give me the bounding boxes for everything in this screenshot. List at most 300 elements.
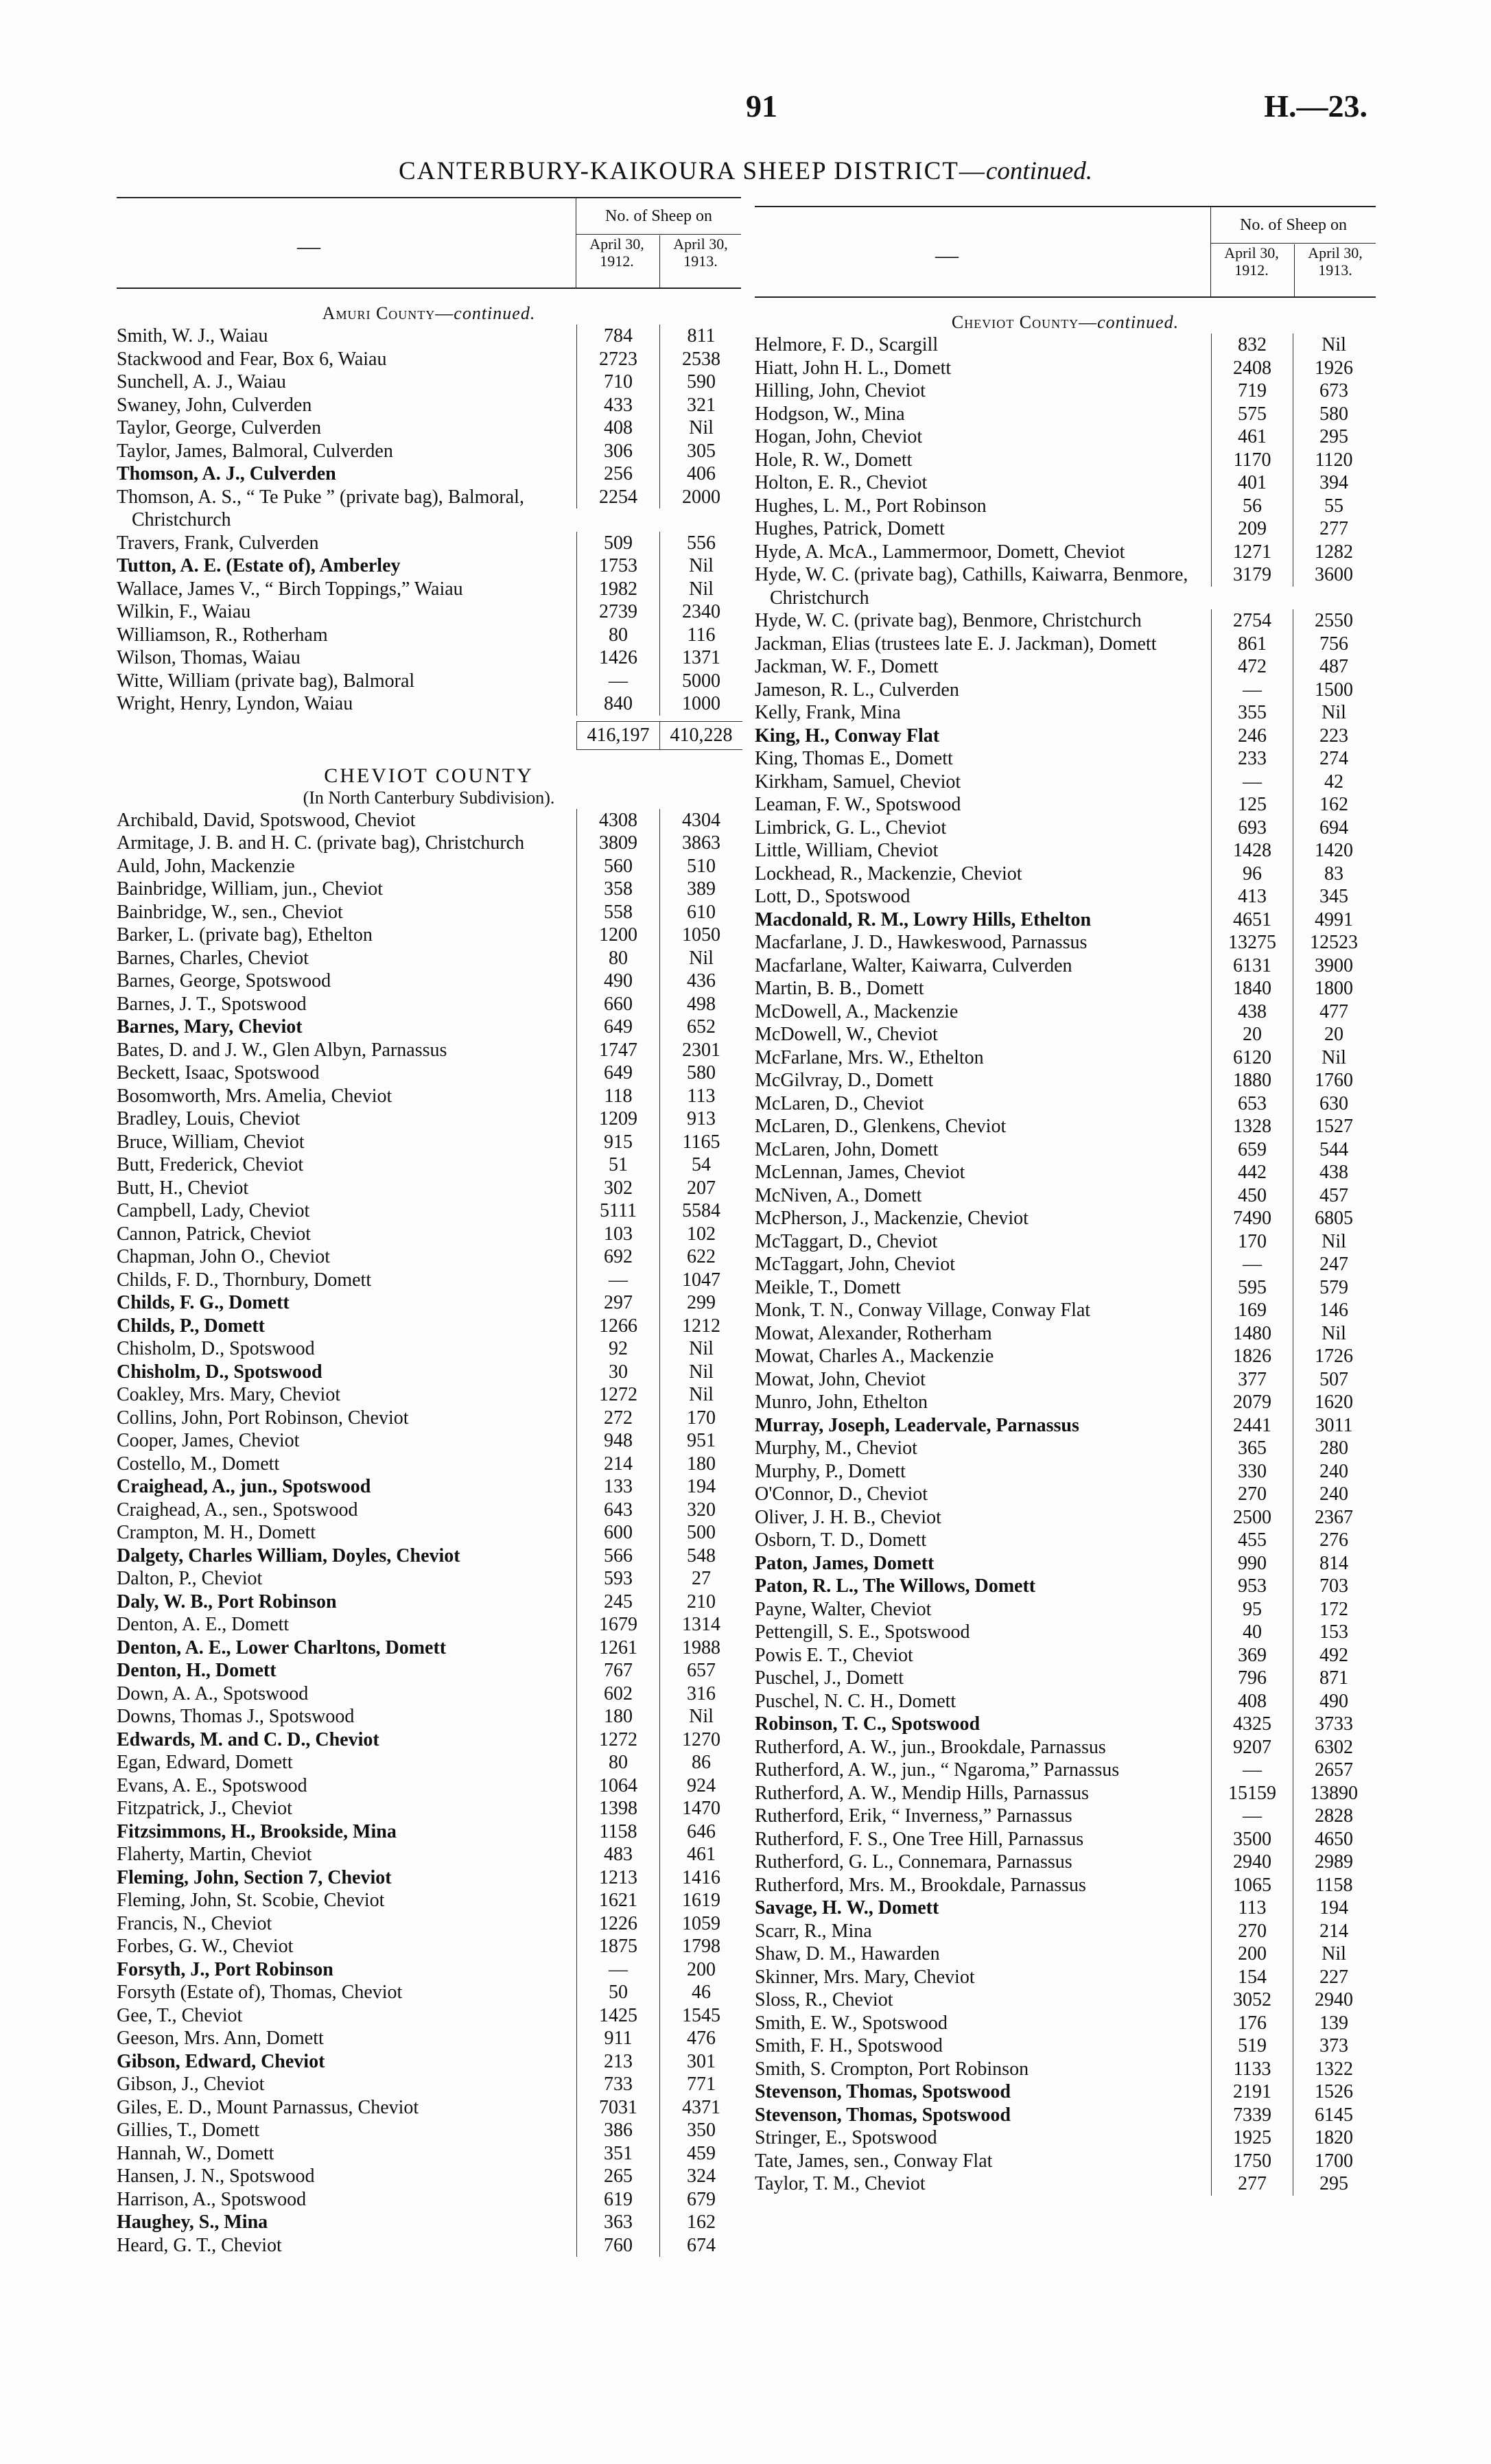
owner-name: Thomson, A. J., Culverden — [117, 463, 336, 484]
sheep-1912: 351 — [576, 2142, 659, 2166]
sheep-1912: 4325 — [1211, 1713, 1293, 1736]
owner-name: Egan, Edward, Domett — [117, 1752, 293, 1773]
table-row — [755, 471, 1376, 495]
owner-name: Bruce, William, Cheviot — [117, 1131, 305, 1153]
owner-name: Kirkham, Samuel, Cheviot — [755, 771, 961, 793]
sheep-1912: 369 — [1211, 1644, 1293, 1667]
table-row — [117, 394, 741, 417]
table-row — [117, 1085, 741, 1108]
owner-name: Williamson, R., Rotherham — [117, 624, 328, 646]
sheep-1913: 951 — [659, 1429, 742, 1453]
sheep-1913: 1420 — [1293, 839, 1374, 863]
sheep-1912: 169 — [1211, 1299, 1293, 1322]
sheep-1913: 1619 — [659, 1889, 742, 1912]
owner-name: Fitzpatrick, J., Cheviot — [117, 1798, 292, 1819]
sheep-1913: 5584 — [659, 1199, 742, 1223]
owner-name: Beckett, Isaac, Spotswood — [117, 1062, 320, 1083]
table-row — [755, 1437, 1376, 1460]
owner-name: Paton, James, Domett — [755, 1552, 935, 1574]
table-row — [117, 1797, 741, 1820]
sheep-1913: 1700 — [1293, 2150, 1374, 2173]
total-row — [117, 721, 741, 750]
sheep-1913: 674 — [659, 2234, 742, 2257]
owner-name: Macfarlane, J. D., Hawkeswood, Parnassus — [755, 932, 1088, 953]
owner-name: Bosomworth, Mrs. Amelia, Cheviot — [117, 1085, 392, 1107]
sheep-1912: 297 — [576, 1291, 659, 1315]
sheep-1912: 9207 — [1211, 1736, 1293, 1759]
owner-name: Gillies, T., Domett — [117, 2120, 260, 2141]
sheep-1912: 7339 — [1211, 2104, 1293, 2127]
owner-name: Hannah, W., Domett — [117, 2142, 274, 2164]
sheep-1913: 3863 — [659, 832, 742, 855]
owner-name: Down, A. A., Spotswood — [117, 1682, 309, 1704]
owner-name: Smith, E. W., Spotswood — [755, 2012, 948, 2034]
sheep-1912: 767 — [576, 1659, 659, 1682]
sheep-1912: 1753 — [576, 554, 659, 578]
sheep-1913: 1158 — [1293, 1874, 1374, 1897]
sheep-1913: 210 — [659, 1591, 742, 1614]
table-row — [755, 1253, 1376, 1276]
sheep-1912: 1426 — [576, 646, 659, 670]
table-header-group-title: No. of Sheep on — [576, 198, 741, 235]
table-row — [755, 1345, 1376, 1368]
sheep-1912: 377 — [1211, 1368, 1293, 1392]
sheep-1912: — — [576, 1958, 659, 1982]
table-row — [755, 1230, 1376, 1254]
sheep-1912: 51 — [576, 1153, 659, 1177]
sheep-1913: 1620 — [1293, 1391, 1374, 1414]
owner-name: Taylor, T. M., Cheviot — [755, 2173, 926, 2194]
table-row — [755, 1667, 1376, 1690]
sheep-1912: 2441 — [1211, 1414, 1293, 1438]
table-row — [117, 1107, 741, 1131]
owner-name: Smith, F. H., Spotswood — [755, 2035, 943, 2056]
sheep-1913: 3011 — [1293, 1414, 1374, 1438]
owner-name: Mowat, John, Cheviot — [755, 1368, 926, 1390]
sheep-1913: 350 — [659, 2119, 742, 2142]
sheep-1913: 172 — [1293, 1598, 1374, 1621]
sheep-1912: 472 — [1211, 655, 1293, 679]
owner-name: Gibson, J., Cheviot — [117, 2074, 265, 2095]
sheep-1912: 1272 — [576, 1383, 659, 1407]
sheep-1913: 153 — [1293, 1621, 1374, 1644]
sheep-1912: 176 — [1211, 2012, 1293, 2035]
sheep-1912: 575 — [1211, 403, 1293, 426]
table-row — [117, 1705, 741, 1728]
sheep-1913: 305 — [659, 440, 742, 463]
sheep-1913: 1050 — [659, 924, 742, 947]
table-row — [117, 970, 741, 993]
sheep-1912: 1213 — [576, 1866, 659, 1890]
table-row — [755, 563, 1376, 609]
sheep-1912: 558 — [576, 901, 659, 924]
right-column — [755, 206, 1376, 2196]
section-title-cheviot-continued: Cheviot County—continued. — [951, 312, 1179, 332]
section-title-cheviot-suffix: continued. — [1097, 312, 1179, 332]
left-column — [117, 197, 741, 2257]
sheep-1913: 924 — [659, 1774, 742, 1798]
owner-name: McLennan, James, Cheviot — [755, 1162, 965, 1183]
owner-name: Hilling, John, Cheviot — [755, 380, 926, 401]
table-row — [117, 993, 741, 1016]
table-row — [755, 1138, 1376, 1162]
table-row — [117, 1337, 741, 1361]
sheep-1913: 146 — [1293, 1299, 1374, 1322]
table-row — [117, 646, 741, 670]
sheep-1912: 92 — [576, 1337, 659, 1361]
sheep-1912: 50 — [576, 1981, 659, 2004]
table-row — [755, 403, 1376, 426]
table-row — [117, 924, 741, 947]
table-row — [117, 1131, 741, 1154]
sheep-1913: 580 — [659, 1061, 742, 1085]
sheep-1913: 1120 — [1293, 449, 1374, 472]
table-row — [117, 1751, 741, 1774]
table-row — [755, 1069, 1376, 1092]
sheep-1913: 438 — [1293, 1161, 1374, 1184]
owner-name: Tutton, A. E. (Estate of), Amberley — [117, 555, 401, 576]
sheep-1913: 295 — [1293, 2172, 1374, 2196]
owner-name: Hiatt, John H. L., Domett — [755, 357, 952, 379]
sheep-1913: 2657 — [1293, 1759, 1374, 1782]
table-header-year-1913: April 30, 1913. — [659, 235, 741, 288]
sheep-1912: 733 — [576, 2073, 659, 2096]
sheep-1912: 433 — [576, 394, 659, 417]
sheep-1912: 832 — [1211, 333, 1293, 357]
owner-name: Armitage, J. B. and H. C. (private bag), Christchurch — [117, 832, 525, 854]
owner-name: Hughes, Patrick, Domett — [755, 518, 945, 539]
owner-name: Childs, P., Domett — [117, 1315, 265, 1337]
sheep-1912: 600 — [576, 1521, 659, 1545]
sheep-1913: 194 — [659, 1475, 742, 1499]
sheep-1913: 694 — [1293, 817, 1374, 840]
sheep-1912: 509 — [576, 532, 659, 555]
table-row — [117, 1269, 741, 1292]
table-header-right — [755, 206, 1376, 298]
table-row — [117, 2188, 741, 2211]
table-row — [755, 655, 1376, 679]
table-row — [117, 1407, 741, 1430]
sheep-1912: 200 — [1211, 1943, 1293, 1966]
owner-name: Payne, Walter, Cheviot — [755, 1598, 932, 1620]
sheep-1913: 6302 — [1293, 1736, 1374, 1759]
owner-name: Macfarlane, Walter, Kaiwarra, Culverden — [755, 954, 1072, 976]
sheep-1913: 46 — [659, 1981, 742, 2004]
sheep-1912: 56 — [1211, 495, 1293, 518]
sheep-1912: 693 — [1211, 817, 1293, 840]
owner-name: Childs, F. G., Domett — [117, 1292, 290, 1313]
owner-name: Evans, A. E., Spotswood — [117, 1774, 307, 1796]
table-row — [755, 1621, 1376, 1644]
sheep-1913: 240 — [1293, 1483, 1374, 1506]
table-row — [117, 1613, 741, 1636]
table-row — [755, 771, 1376, 794]
owner-name: Wilkin, F., Waiau — [117, 601, 251, 622]
sheep-1913: 6805 — [1293, 1207, 1374, 1230]
owner-name: Bradley, Louis, Cheviot — [117, 1108, 301, 1129]
table-row — [755, 1161, 1376, 1184]
sheep-1913: 394 — [1293, 471, 1374, 495]
sheep-1912: 330 — [1211, 1460, 1293, 1483]
sheep-1913: 610 — [659, 901, 742, 924]
owner-name: Pettengill, S. E., Spotswood — [755, 1621, 970, 1643]
sheep-1913: 814 — [1293, 1552, 1374, 1575]
sheep-1912: 1982 — [576, 578, 659, 601]
owner-name: McLaren, D., Cheviot — [755, 1092, 924, 1114]
owner-name: Geeson, Mrs. Ann, Domett — [117, 2028, 324, 2049]
table-row — [755, 2058, 1376, 2081]
sheep-1912: 490 — [576, 970, 659, 993]
sheep-1913: 324 — [659, 2165, 742, 2188]
page-number: 91 — [746, 89, 777, 124]
table-row — [755, 2034, 1376, 2058]
table-row — [117, 486, 741, 532]
owner-name: Crampton, M. H., Domett — [117, 1522, 316, 1543]
sheep-1913: 1314 — [659, 1613, 742, 1636]
table-row — [117, 554, 741, 578]
owner-name: Stringer, E., Spotswood — [755, 2127, 937, 2148]
table-row — [117, 1935, 741, 1958]
table-row — [117, 1383, 741, 1407]
owner-name: Smith, S. Crompton, Port Robinson — [755, 2058, 1029, 2080]
sheep-1912: 154 — [1211, 1966, 1293, 1989]
owner-name: Cannon, Patrick, Cheviot — [117, 1223, 312, 1245]
owner-name: Taylor, James, Balmoral, Culverden — [117, 440, 393, 462]
sheep-1912: 277 — [1211, 2172, 1293, 2196]
sheep-1912: 20 — [1211, 1023, 1293, 1046]
owner-name: Macdonald, R. M., Lowry Hills, Ethelton — [755, 908, 1092, 930]
table-row — [117, 1866, 741, 1890]
table-row — [117, 462, 741, 486]
sheep-1912: 784 — [576, 325, 659, 348]
sheep-1912: 355 — [1211, 701, 1293, 725]
owner-name: Cooper, James, Cheviot — [117, 1430, 300, 1451]
sheep-1912: 118 — [576, 1085, 659, 1108]
sheep-1913: 461 — [659, 1843, 742, 1866]
sheep-1913: 170 — [659, 1407, 742, 1430]
sheep-1912: 1266 — [576, 1315, 659, 1338]
sheep-1912: 566 — [576, 1545, 659, 1568]
sheep-1913: 476 — [659, 2027, 742, 2050]
table-row — [755, 1276, 1376, 1300]
section-title-cheviot-name: Cheviot County — [951, 312, 1079, 332]
sheep-1912: 245 — [576, 1591, 659, 1614]
sheep-1913: 580 — [1293, 403, 1374, 426]
table-row — [755, 1713, 1376, 1736]
owner-name: Kelly, Frank, Mina — [755, 702, 901, 723]
sheep-1913: 299 — [659, 1291, 742, 1315]
table-row — [755, 793, 1376, 817]
table-row — [117, 1245, 741, 1269]
sheep-1912: 1925 — [1211, 2126, 1293, 2150]
sheep-1912: 1679 — [576, 1613, 659, 1636]
owner-name: McLaren, John, Domett — [755, 1138, 939, 1160]
owner-name: O'Connor, D., Cheviot — [755, 1483, 928, 1505]
table-row — [117, 1153, 741, 1177]
owner-name: McFarlane, Mrs. W., Ethelton — [755, 1046, 984, 1068]
sheep-1913: 3600 — [1293, 563, 1374, 587]
sheep-1913: 180 — [659, 1453, 742, 1476]
sheep-1912: — — [1211, 771, 1293, 794]
owner-name: Daly, W. B., Port Robinson — [117, 1591, 337, 1612]
owner-name: Hyde, W. C. (private bag), Benmore, Christchurch — [755, 610, 1142, 631]
table-row — [755, 495, 1376, 518]
owner-name: Puschel, J., Domett — [755, 1667, 904, 1689]
table-row — [755, 357, 1376, 380]
owner-name: Swaney, John, Culverden — [117, 394, 312, 416]
owner-name: Rutherford, A. W., jun., “ Ngaroma,” Parnassus — [755, 1759, 1120, 1781]
sheep-1912: 595 — [1211, 1276, 1293, 1300]
sheep-1912: 1158 — [576, 1820, 659, 1844]
owner-name: Wright, Henry, Lyndon, Waiau — [117, 693, 353, 714]
table-header-group-right — [1210, 207, 1376, 296]
sheep-1913: 510 — [659, 855, 742, 878]
sheep-1912: 649 — [576, 1016, 659, 1039]
sheep-1913: 556 — [659, 532, 742, 555]
sheep-1913: 280 — [1293, 1437, 1374, 1460]
sheep-1912: 103 — [576, 1223, 659, 1246]
owner-name: Hyde, W. C. (private bag), Cathills, Kaiwarra, Benmore, Christchurch — [755, 564, 1188, 609]
sheep-1913: 1988 — [659, 1636, 742, 1660]
sheep-1912: 483 — [576, 1843, 659, 1866]
table-row — [755, 1897, 1376, 1920]
owner-name: Collins, John, Port Robinson, Cheviot — [117, 1407, 409, 1429]
sheep-1913: 1371 — [659, 646, 742, 670]
table-row — [117, 600, 741, 624]
owner-name: Hyde, A. McA., Lammermoor, Domett, Cheviot — [755, 541, 1125, 563]
owner-name: Puschel, N. C. H., Domett — [755, 1690, 956, 1712]
sheep-1913: 2000 — [659, 486, 742, 509]
owner-name: Rutherford, A. W., jun., Brookdale, Parnassus — [755, 1736, 1106, 1758]
sheep-1913: Nil — [1293, 1943, 1374, 1966]
owner-name: Wilson, Thomas, Waiau — [117, 647, 301, 668]
sheep-1912: 1880 — [1211, 1069, 1293, 1092]
table-row — [755, 1598, 1376, 1621]
sheep-1913: 55 — [1293, 495, 1374, 518]
table-header-name: — — [297, 234, 320, 259]
sheep-1912: 6131 — [1211, 954, 1293, 978]
sheep-1913: 301 — [659, 2050, 742, 2074]
sheep-1912: 760 — [576, 2234, 659, 2257]
sheep-1912: 386 — [576, 2119, 659, 2142]
sheep-1913: 1820 — [1293, 2126, 1374, 2150]
owner-name: Helmore, F. D., Scargill — [755, 334, 939, 355]
sheep-1912: 1133 — [1211, 2058, 1293, 2081]
sheep-1913: 1059 — [659, 1912, 742, 1936]
sheep-1912: 2940 — [1211, 1851, 1293, 1874]
sheep-1913: 459 — [659, 2142, 742, 2166]
sheep-1913: 240 — [1293, 1460, 1374, 1483]
sheep-1913: 2340 — [659, 600, 742, 624]
owner-name: McLaren, D., Glenkens, Cheviot — [755, 1116, 1007, 1137]
sheep-1913: 646 — [659, 1820, 742, 1844]
sheep-1912: 213 — [576, 2050, 659, 2074]
table-row — [117, 578, 741, 601]
sheep-1912: 560 — [576, 855, 659, 878]
owner-name: McTaggart, D., Cheviot — [755, 1230, 938, 1252]
sheep-1912: — — [1211, 1759, 1293, 1782]
page-title-main: CANTERBURY-KAIKOURA SHEEP DISTRICT — [398, 157, 959, 185]
table-row — [755, 517, 1376, 541]
table-row — [117, 1016, 741, 1039]
sheep-1913: 622 — [659, 1245, 742, 1269]
sheep-1913: 913 — [659, 1107, 742, 1131]
sheep-1913: 1526 — [1293, 2080, 1374, 2104]
sheep-1912: 953 — [1211, 1575, 1293, 1598]
table-row — [117, 1774, 741, 1798]
sheep-1912: — — [576, 670, 659, 693]
sheep-1913: Nil — [659, 947, 742, 970]
sheep-1912: 719 — [1211, 379, 1293, 403]
table-row — [755, 1759, 1376, 1782]
table-row — [117, 1453, 741, 1476]
table-header-year-1912-right: April 30, 1912. — [1224, 244, 1279, 279]
owner-name: Mowat, Alexander, Rotherham — [755, 1322, 992, 1344]
table-row — [117, 371, 741, 394]
owner-name: Smith, W. J., Waiau — [117, 325, 268, 347]
sheep-1913: 316 — [659, 1682, 742, 1706]
table-row — [755, 1460, 1376, 1483]
owner-name: Jameson, R. L., Culverden — [755, 679, 959, 701]
sheep-1913: 3900 — [1293, 954, 1374, 978]
owner-name: Leaman, F. W., Spotswood — [755, 794, 961, 815]
owner-name: Hole, R. W., Domett — [755, 449, 913, 471]
owner-name: Chapman, John O., Cheviot — [117, 1246, 331, 1267]
sheep-1913: 295 — [1293, 425, 1374, 449]
owner-name: Osborn, T. D., Domett — [755, 1529, 927, 1551]
sheep-1912: 455 — [1211, 1529, 1293, 1552]
table-row — [117, 2234, 741, 2257]
table-row — [755, 701, 1376, 725]
total-1913: 410,228 — [659, 721, 742, 750]
sheep-1913: 277 — [1293, 517, 1374, 541]
table-row — [755, 1782, 1376, 1805]
owner-name: Butt, Frederick, Cheviot — [117, 1154, 304, 1175]
sheep-1913: 27 — [659, 1567, 742, 1591]
table-row — [117, 1039, 741, 1062]
sheep-1913: 139 — [1293, 2012, 1374, 2035]
table-row — [755, 679, 1376, 702]
owner-name: Limbrick, G. L., Cheviot — [755, 817, 947, 838]
sheep-1913: 276 — [1293, 1529, 1374, 1552]
owner-name: Skinner, Mrs. Mary, Cheviot — [755, 1966, 975, 1988]
sheep-1912: 1328 — [1211, 1115, 1293, 1138]
table-row — [755, 1529, 1376, 1552]
sheep-1912: 2739 — [576, 600, 659, 624]
sheep-1913: 194 — [1293, 1897, 1374, 1920]
sheep-1912: 915 — [576, 1131, 659, 1154]
sheep-1913: 12523 — [1293, 931, 1374, 954]
owner-name: Campbell, Lady, Cheviot — [117, 1200, 310, 1221]
sheep-1913: 13890 — [1293, 1782, 1374, 1805]
owner-name: King, Thomas E., Domett — [755, 748, 953, 769]
table-row — [117, 2142, 741, 2166]
table-row — [117, 1475, 741, 1499]
sheep-1913: 548 — [659, 1545, 742, 1568]
sheep-1913: 223 — [1293, 725, 1374, 748]
table-row — [755, 817, 1376, 840]
sheep-1913: 1760 — [1293, 1069, 1374, 1092]
sheep-1912: 365 — [1211, 1437, 1293, 1460]
owner-name: Edwards, M. and C. D., Cheviot — [117, 1728, 379, 1750]
table-row — [117, 901, 741, 924]
sheep-1913: 771 — [659, 2073, 742, 2096]
table-row — [755, 2012, 1376, 2035]
owner-name: Francis, N., Cheviot — [117, 1912, 272, 1934]
owner-name: Wallace, James V., “ Birch Toppings,” Waiau — [117, 578, 463, 600]
table-header-year-1912: April 30, 1912. — [589, 235, 644, 270]
table-row — [755, 541, 1376, 564]
